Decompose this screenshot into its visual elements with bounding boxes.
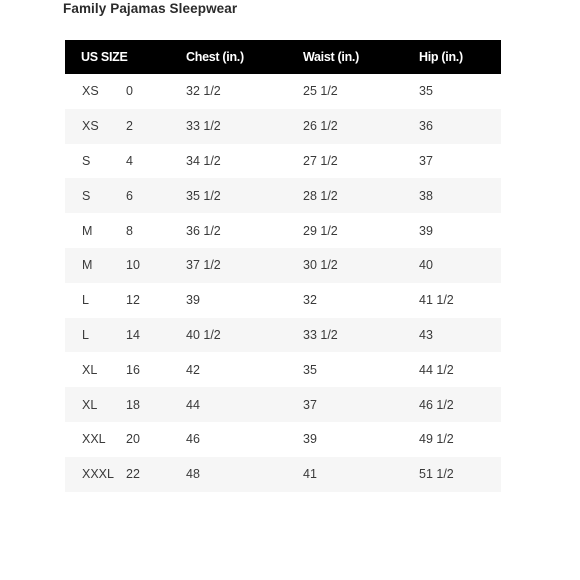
size-letter: L: [82, 327, 89, 342]
size-number: 14: [126, 327, 140, 342]
size-number: 8: [126, 223, 133, 238]
size-letter: S: [82, 153, 91, 168]
size-number: 4: [126, 153, 133, 168]
size-chart-table: [65, 40, 501, 492]
waist-cell: 41: [303, 467, 317, 482]
hip-cell: 49 1/2: [419, 432, 454, 447]
page-title: Family Pajamas Sleepwear: [63, 1, 238, 16]
hip-cell: 36: [419, 119, 433, 134]
table-row: [65, 318, 501, 353]
table-row: [65, 283, 501, 318]
chest-cell: 32 1/2: [186, 84, 221, 99]
size-letter: S: [82, 188, 91, 203]
chest-cell: 33 1/2: [186, 119, 221, 134]
size-cell: [65, 328, 186, 342]
table-row: [65, 213, 501, 248]
size-letter: L: [82, 293, 89, 308]
table-row: [65, 109, 501, 144]
hip-cell: 39: [419, 223, 433, 238]
size-number: 6: [126, 188, 133, 203]
waist-cell: 32: [303, 293, 317, 308]
hip-cell: 43: [419, 327, 433, 342]
hip-cell: 44 1/2: [419, 362, 454, 377]
waist-cell: 33 1/2: [303, 327, 338, 342]
chest-cell: 48: [186, 467, 200, 482]
size-cell: [65, 119, 186, 133]
table-row: [65, 422, 501, 457]
hip-cell: 40: [419, 258, 433, 273]
size-number: 18: [126, 397, 140, 412]
table-row: [65, 457, 501, 492]
table-header-row: [65, 40, 501, 74]
waist-cell: 25 1/2: [303, 84, 338, 99]
waist-cell: 28 1/2: [303, 188, 338, 203]
size-cell: [65, 467, 186, 481]
hip-cell: 38: [419, 188, 433, 203]
chest-cell: 34 1/2: [186, 153, 221, 168]
size-number: 20: [126, 432, 140, 447]
hip-cell: 41 1/2: [419, 293, 454, 308]
size-cell: [65, 363, 186, 377]
table-row: [65, 248, 501, 283]
size-letter: XXXL: [82, 467, 114, 482]
header-us-size: US SIZE: [81, 50, 128, 64]
hip-cell: 46 1/2: [419, 397, 454, 412]
size-cell: [65, 293, 186, 307]
size-number: 0: [126, 84, 133, 99]
chest-cell: 39: [186, 293, 200, 308]
hip-cell: 37: [419, 153, 433, 168]
waist-cell: 30 1/2: [303, 258, 338, 273]
size-number: 10: [126, 258, 140, 273]
waist-cell: 26 1/2: [303, 119, 338, 134]
size-letter: M: [82, 223, 93, 238]
size-cell: [65, 432, 186, 446]
size-cell: [65, 224, 186, 238]
size-letter: XS: [82, 119, 99, 134]
table-row: [65, 178, 501, 213]
size-letter: XL: [82, 397, 98, 412]
chest-cell: 36 1/2: [186, 223, 221, 238]
waist-cell: 29 1/2: [303, 223, 338, 238]
waist-cell: 27 1/2: [303, 153, 338, 168]
size-letter: XS: [82, 84, 99, 99]
waist-cell: 39: [303, 432, 317, 447]
chest-cell: 42: [186, 362, 200, 377]
chest-cell: 40 1/2: [186, 327, 221, 342]
size-cell: [65, 189, 186, 203]
size-cell: [65, 398, 186, 412]
table-row: [65, 387, 501, 422]
size-number: 2: [126, 119, 133, 134]
waist-cell: 35: [303, 362, 317, 377]
chest-cell: 46: [186, 432, 200, 447]
table-row: [65, 144, 501, 179]
chest-cell: 37 1/2: [186, 258, 221, 273]
size-number: 22: [126, 467, 140, 482]
chest-cell: 44: [186, 397, 200, 412]
table-row: [65, 74, 501, 109]
size-number: 16: [126, 362, 140, 377]
header-hip: Hip (in.): [419, 50, 463, 64]
hip-cell: 51 1/2: [419, 467, 454, 482]
size-letter: M: [82, 258, 93, 273]
header-chest: Chest (in.): [186, 50, 244, 64]
size-letter: XL: [82, 362, 98, 377]
table-row: [65, 352, 501, 387]
size-letter: XXL: [82, 432, 106, 447]
hip-cell: 35: [419, 84, 433, 99]
size-number: 12: [126, 293, 140, 308]
header-waist: Waist (in.): [303, 50, 359, 64]
waist-cell: 37: [303, 397, 317, 412]
size-cell: [65, 84, 186, 98]
size-cell: [65, 258, 186, 272]
chest-cell: 35 1/2: [186, 188, 221, 203]
size-cell: [65, 154, 186, 168]
